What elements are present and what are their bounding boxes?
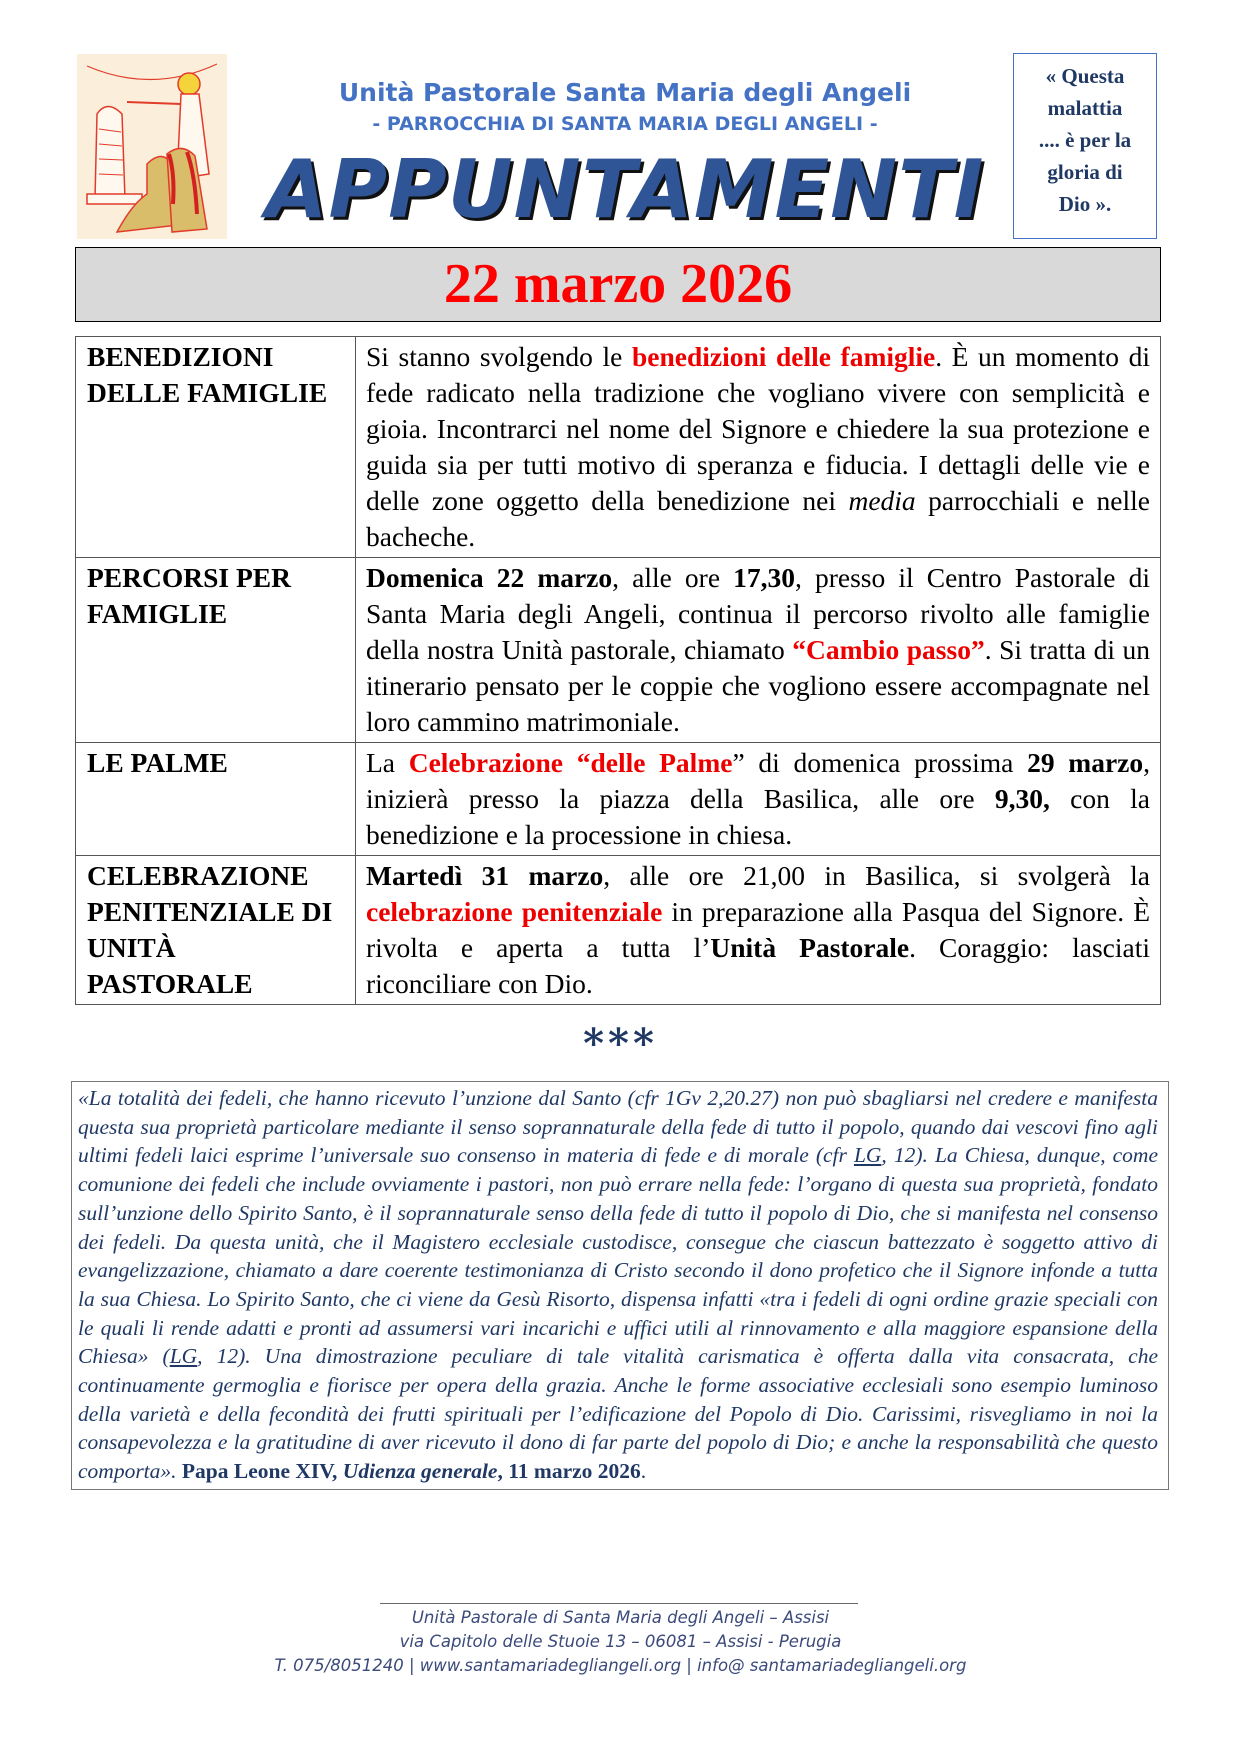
footer-organization: Unità Pastorale di Santa Maria degli Angeli – Assisi xyxy=(411,1608,830,1627)
event-description xyxy=(356,743,1161,856)
gospel-quote-box xyxy=(1013,53,1157,239)
date-banner xyxy=(75,247,1161,322)
text-run: con la benedizione e la processione in chiesa. xyxy=(366,783,1150,850)
event-label: PERCORSI PER FAMIGLIE xyxy=(76,558,356,743)
text-run: , alle ore 21,00 in Basilica, si svolgerà la xyxy=(603,860,1150,891)
quote-text: , 12). La Chiesa, dunque, come comunione dei fedeli che include ovviamente i pastori, non può errare nella fede: l’organo di questa sua proprietà, fondato sull’unzione dello Spirito Santo, è il soprannaturale senso della fede di tutto il popolo di Dio, che si manifesta nel consenso dei fedeli. Da questa unità, che il Magistero ecclesiale custodisce, consegue che ciascun battezzato è soggetto attivo di evangelizzazione, chiamato a dare coerente testimonianza di Cristo secondo il dono profetico che il Signore infonde a tutta la sua Chiesa. Lo Spirito Santo, che ci viene da Gesù Risorto, dispensa infatti «tra i fedeli di ogni ordine grazie speciali con le quali li rende adatti e pronti ad assumersi vari incarichi e uffici utili al rinnovamento e alla maggiore espansione della Chiesa» ( xyxy=(78,1143,1158,1369)
highlight-text: benedizioni delle famiglie xyxy=(631,341,936,372)
highlight-text: Celebrazione “delle Palme xyxy=(408,747,733,778)
bold-text: Martedì 31 marzo xyxy=(366,860,604,891)
parish-name: - PARROCCHIA DI SANTA MARIA DEGLI ANGELI - xyxy=(372,113,878,135)
bold-text: 9,30, xyxy=(994,783,1050,814)
event-description xyxy=(356,558,1161,743)
event-description xyxy=(356,337,1161,558)
footer-divider xyxy=(380,1603,858,1604)
source-event: Udienza generale xyxy=(342,1459,498,1484)
text-run: ” di domenica prossima xyxy=(732,747,1028,778)
highlight-text: “Cambio passo” xyxy=(792,634,985,665)
bold-text: Unità Pastorale xyxy=(710,932,910,963)
raising-of-lazarus-illustration-icon xyxy=(77,54,227,239)
text-run: . Coraggio: lasciati riconciliare con Dio. xyxy=(366,932,1150,999)
footer xyxy=(0,1606,1241,1678)
bold-text: 17,30 xyxy=(733,562,796,593)
quote-line: malattia xyxy=(1047,96,1123,120)
section-separator: *** xyxy=(583,1020,658,1067)
bold-text: 29 marzo xyxy=(1027,747,1144,778)
quote-source xyxy=(182,1459,641,1483)
text-run: . Si tratta di un itinerario pensato per le coppie che vogliono essere accompagnate nel loro cammino matrimoniale. xyxy=(366,634,1150,737)
source-date: , 11 marzo 2026 xyxy=(497,1459,641,1484)
document-reference: LG xyxy=(853,1143,882,1168)
event-label: BENEDIZIONI DELLE FAMIGLIE xyxy=(76,337,356,558)
pastoral-unit-name: Unità Pastorale Santa Maria degli Angeli xyxy=(338,78,912,107)
bulletin-date: 22 marzo 2026 xyxy=(443,253,793,315)
event-label: LE PALME xyxy=(76,743,356,856)
parish-logo xyxy=(77,54,227,239)
text-run: , inizierà presso la piazza della Basilica, alle ore xyxy=(366,747,1150,814)
quote-line: Dio ». xyxy=(1058,192,1112,216)
italic-text: media xyxy=(848,485,916,516)
quote-line: « Questa xyxy=(1045,64,1125,88)
page-title: APPUNTAMENTI xyxy=(265,143,985,236)
bold-text: Domenica 22 marzo xyxy=(366,562,613,593)
source-author: Papa Leone XIV, xyxy=(181,1459,343,1484)
text-run: , presso il Centro Pastorale di Santa Maria degli Angeli, continua il percorso rivolto alle famiglie della nostra Unità pastorale, chiamato xyxy=(366,562,1150,665)
table-row xyxy=(76,337,1161,558)
events-table xyxy=(75,336,1161,1005)
event-label: CELEBRAZIONE PENITENZIALE DI UNITÀ PASTORALE xyxy=(76,856,356,1005)
quote-text: , 12). Una dimostrazione peculiare di tale vitalità carismatica è offerta dalla vita consacrata, che continuamente germoglia e fiorisce per opera della grazia. Anche le forme associative ecclesiali sono esempio luminoso della varietà e della fecondità dei frutti spirituali per l’edificazione del Popolo di Dio. Carissimi, risvegliamo in noi la consapevolezza e la gratitudine di aver ricevuto il dono di far parte del popolo di Dio; e anche la responsabilità che questo comporta». xyxy=(78,1344,1158,1484)
event-description xyxy=(356,856,1161,1005)
text-run: Si stanno svolgendo le xyxy=(366,341,632,372)
quote-text: «La totalità dei fedeli, che hanno ricevuto l’unzione dal Santo (cfr 1Gv 2,20.27) non può sbagliarsi nel credere e manifesta questa sua proprietà particolare mediante il senso soprannaturale della fede di tutto il popolo, quando dai vescovi fino agli ultimi fedeli laici esprime l’universale suo consenso in materia di fede e di morale (cfr xyxy=(78,1086,1158,1168)
text-run: La xyxy=(366,747,409,778)
text-run: in preparazione alla Pasqua del Signore. È rivolta e aperta a tutta l’ xyxy=(366,896,1151,963)
table-row xyxy=(76,856,1161,1005)
highlight-text: celebrazione penitenziale xyxy=(366,896,663,927)
table-row xyxy=(76,558,1161,743)
document-reference: LG xyxy=(169,1344,198,1369)
text-run: parrocchiali e nelle bacheche. xyxy=(366,485,1150,552)
footer-address: via Capitolo delle Stuoie 13 – 06081 – Assisi - Perugia xyxy=(399,1632,842,1651)
text-run: . È un momento di fede radicato nella tradizione che vogliano vivere con semplicità e gioia. Incontrarci nel nome del Signore e chiedere la sua protezione e guida sia per tutti motivo di speranza e fiducia. I dettagli delle vie e delle zone oggetto della benedizione nei xyxy=(366,341,1150,516)
quote-line: gloria di xyxy=(1047,160,1123,184)
table-row xyxy=(76,743,1161,856)
footer-contacts: T. 075/8051240 | www.santamariadegliangeli.org | info@ santamariadegliangeli.org xyxy=(274,1656,967,1675)
quote-end: . xyxy=(640,1459,647,1484)
papal-quote xyxy=(71,1081,1169,1490)
text-run: , alle ore xyxy=(612,562,734,593)
quote-line: .... è per la xyxy=(1038,128,1132,152)
